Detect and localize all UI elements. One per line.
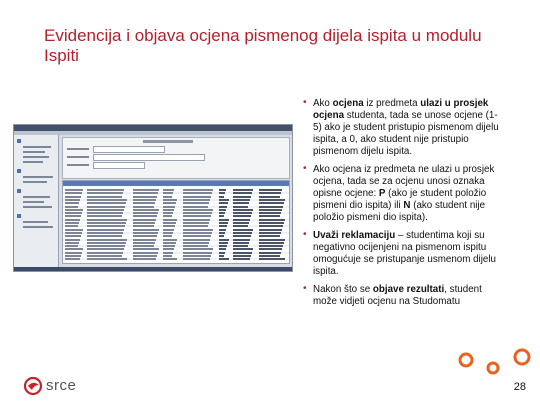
filter-form [62,137,290,179]
table-cell [219,215,224,217]
table-cell [87,248,124,250]
bullet-item [303,98,503,158]
table-cell [87,239,127,241]
table-cell [163,248,174,250]
bullet-text: (ako student nije položio pismeni dio ispita). [313,200,486,223]
table-cell [65,248,83,250]
sidebar-line [23,161,43,163]
table-cell [133,239,156,241]
table-row [63,219,289,221]
bullet-text: Ako ocjena iz predmeta ne ulazi u prosjek ocjena, tada se za ocjenu unosi oznaka opisne ocjene: [313,164,495,199]
table-cell [259,255,280,257]
bullet-list [303,98,503,314]
table-row [63,235,289,237]
table-cell [233,255,251,257]
bullet-bold-text: N [403,200,411,211]
slide-title: Evidencija i objava ocjena pismenog dijela ispita u modulu Ispiti [44,26,482,65]
table-cell [133,235,157,237]
table-cell [133,192,158,194]
table-cell [163,209,174,211]
table-cell [65,229,83,231]
table-cell [133,258,156,260]
table-cell [133,209,159,211]
table-cell [219,189,226,191]
table-cell [233,212,252,214]
table-cell [133,189,159,191]
table-cell [259,206,283,208]
table-cell [259,192,281,194]
bullet-item [303,164,503,224]
table-cell [133,252,158,254]
table-cell [163,219,177,221]
table-cell [183,232,212,234]
table-row [63,202,289,204]
page-number: 28 [513,381,526,393]
form-label [67,148,89,150]
table-row [63,199,289,201]
table-cell [183,206,208,208]
table-cell [65,202,79,204]
table-cell [65,239,80,241]
table-cell [133,199,156,201]
table-cell [163,196,172,198]
table-cell [133,229,159,231]
table-cell [87,229,124,231]
table-cell [133,255,157,257]
table-cell [87,225,125,227]
table-cell [219,206,227,208]
bullet-text: iz predmeta [363,98,421,109]
sidebar-line [23,176,53,178]
table-cell [65,212,82,214]
table-cell [65,255,81,257]
table-cell [65,258,80,260]
table-cell [219,242,228,244]
table-cell [219,239,229,241]
table-cell [219,255,224,257]
table-row [63,255,289,257]
table-cell [219,225,227,227]
table-cell [87,258,127,260]
table-cell [233,189,253,191]
table-cell [219,212,225,214]
sidebar-line [23,156,49,158]
table-cell [65,222,79,224]
table-cell [163,199,177,201]
table-cell [133,232,158,234]
table-cell [183,219,210,221]
srce-logo-icon [24,376,44,396]
table-cell [87,245,125,247]
table-cell [163,235,172,237]
table-cell [163,255,172,257]
table-cell [183,248,213,250]
bullet-bold-text: Uvaži reklamaciju [313,230,396,241]
table-row [63,252,289,254]
table-cell [87,232,123,234]
table-cell [133,222,155,224]
table-cell [183,229,213,231]
table-cell [87,242,126,244]
table-row [63,215,289,217]
table-cell [233,206,248,208]
table-cell [133,196,157,198]
table-cell [133,225,154,227]
table-cell [259,225,283,227]
table-cell [183,192,212,194]
table-header [63,181,289,186]
table-cell [259,245,283,247]
sidebar-line [23,146,51,148]
table-cell [163,242,176,244]
table-row [63,189,289,191]
table-cell [219,235,224,237]
table-cell [183,235,211,237]
table-cell [163,229,174,231]
bullet-text: studenta, tada se unose ocjene (1-5) ako je student pristupio pismenom dijelu ispita, a 0, ako student nije pristupio pismenom dijelu ispita. [313,110,499,157]
sidebar-icon [17,214,21,218]
table-cell [233,242,249,244]
table-row [63,222,289,224]
table-cell [219,258,229,260]
table-cell [65,252,82,254]
bullet-bold-text: objave rezultati [372,284,445,295]
bullet-text: Nakon što se [313,284,373,295]
table-cell [219,229,226,231]
table-cell [133,248,159,250]
sidebar-icon [17,139,21,143]
table-row [63,242,289,244]
table-row [63,232,289,234]
table-cell [87,202,126,204]
table-cell [259,196,280,198]
table-row [63,258,289,260]
table-row [63,248,289,250]
table-cell [183,199,210,201]
table-cell [183,189,213,191]
table-cell [65,199,80,201]
table-cell [133,202,155,204]
table-cell [259,219,285,221]
table-cell [219,222,228,224]
table-cell [233,222,249,224]
table-cell [87,212,123,214]
form-title [143,140,193,143]
table-cell [259,209,282,211]
sidebar-icon [17,189,21,193]
table-row [63,206,289,208]
table-cell [65,219,80,221]
table-cell [87,222,126,224]
table-cell [65,232,82,234]
bullet-text: , student može vidjeti ocjenu na Studomatu [313,284,482,307]
sidebar-icon [17,169,21,173]
bullet-item [303,230,503,278]
table-cell [233,239,250,241]
table-cell [183,196,211,198]
table-cell [133,215,157,217]
table-cell [233,235,251,237]
table-cell [87,209,124,211]
table-cell [163,212,173,214]
sidebar-panel [14,135,59,271]
table-cell [233,252,252,254]
table-row [63,239,289,241]
table-cell [233,248,253,250]
sidebar-line [23,201,44,203]
table-cell [163,215,172,217]
bullet-text: (ako je student položio pismeni dio ispita) ili [313,188,487,211]
table-cell [259,202,284,204]
table-cell [183,255,211,257]
table-cell [163,245,175,247]
table-cell [219,252,225,254]
table-cell [259,248,282,250]
table-cell [65,242,79,244]
table-cell [133,245,154,247]
sidebar-line [23,196,50,198]
table-cell [259,239,285,241]
table-cell [259,252,281,254]
table-cell [233,258,250,260]
table-cell [65,189,83,191]
table-row [63,209,289,211]
table-cell [183,215,211,217]
table-cell [65,196,81,198]
bullet-bold-text: P [378,188,386,199]
form-field [93,146,165,153]
table-cell [233,215,251,217]
table-cell [219,202,228,204]
table-cell [183,222,209,224]
table-cell [259,222,284,224]
table-cell [183,252,212,254]
table-cell [87,215,122,217]
table-cell [163,206,175,208]
sidebar-line [23,151,45,153]
table-cell [219,192,225,194]
logo-text: srce [46,377,77,394]
table-cell [87,235,122,237]
table-cell [183,202,209,204]
bullet-item [303,284,503,308]
table-row [63,212,289,214]
table-row [63,229,289,231]
table-cell [183,258,210,260]
table-cell [87,192,123,194]
decorative-rings [455,338,540,378]
bullet-bold-text: ocjena [332,98,364,109]
table-row [63,196,289,198]
bullet-text: Ako [313,98,333,109]
table-cell [233,199,250,201]
form-label [67,156,89,158]
table-cell [65,209,83,211]
table-cell [87,252,123,254]
table-cell [233,232,252,234]
table-cell [219,219,229,221]
form-field [93,162,145,169]
table-cell [65,235,81,237]
table-row [63,245,289,247]
table-cell [183,209,213,211]
bullet-text: – studentima koji su negativno ocijenjeni na pismenom ispitu omogućuje se pristupanje usmenom dijelu ispita. [313,230,496,277]
table-cell [259,199,285,201]
table-cell [87,255,122,257]
table-cell [65,225,78,227]
table-cell [259,235,280,237]
table-cell [219,232,225,234]
grades-table [62,180,290,264]
sidebar-line [23,206,52,208]
table-cell [183,212,212,214]
table-cell [233,229,253,231]
application-screenshot [13,124,293,272]
table-cell [219,196,224,198]
table-cell [87,206,125,208]
table-row [63,192,289,194]
sidebar-line [23,181,47,183]
form-label [67,164,89,166]
table-cell [163,258,177,260]
table-cell [87,196,122,198]
table-cell [183,242,209,244]
table-cell [65,245,78,247]
table-cell [87,189,124,191]
table-row [63,225,289,227]
table-cell [65,192,82,194]
table-cell [259,189,282,191]
table-cell [133,206,154,208]
table-cell [163,252,173,254]
table-cell [233,219,250,221]
table-cell [183,239,210,241]
table-cell [219,209,226,211]
table-cell [163,192,173,194]
table-cell [219,199,229,201]
table-cell [87,199,127,201]
table-cell [65,206,78,208]
table-cell [259,232,281,234]
table-cell [183,245,208,247]
table-cell [133,212,158,214]
table-cell [233,196,251,198]
form-field [93,154,205,161]
table-cell [259,212,281,214]
table-cell [183,225,208,227]
table-cell [233,245,248,247]
table-cell [259,258,285,260]
table-cell [133,242,155,244]
table-cell [219,248,226,250]
table-cell [219,245,227,247]
table-cell [233,225,248,227]
table-cell [233,202,249,204]
table-cell [163,222,176,224]
sidebar-line [23,221,48,223]
table-cell [65,215,81,217]
table-cell [87,219,127,221]
sidebar-line [23,226,53,228]
table-cell [163,202,176,204]
table-cell [233,192,252,194]
table-cell [259,215,280,217]
status-bar [14,267,292,271]
srce-logo [24,376,114,396]
table-cell [133,219,156,221]
table-cell [163,225,175,227]
table-cell [163,189,174,191]
table-cell [163,239,177,241]
table-cell [259,242,284,244]
bullet-bold-text: ulazi u prosjek ocjena [313,98,489,121]
table-cell [233,209,253,211]
table-cell [259,229,282,231]
table-cell [163,232,173,234]
